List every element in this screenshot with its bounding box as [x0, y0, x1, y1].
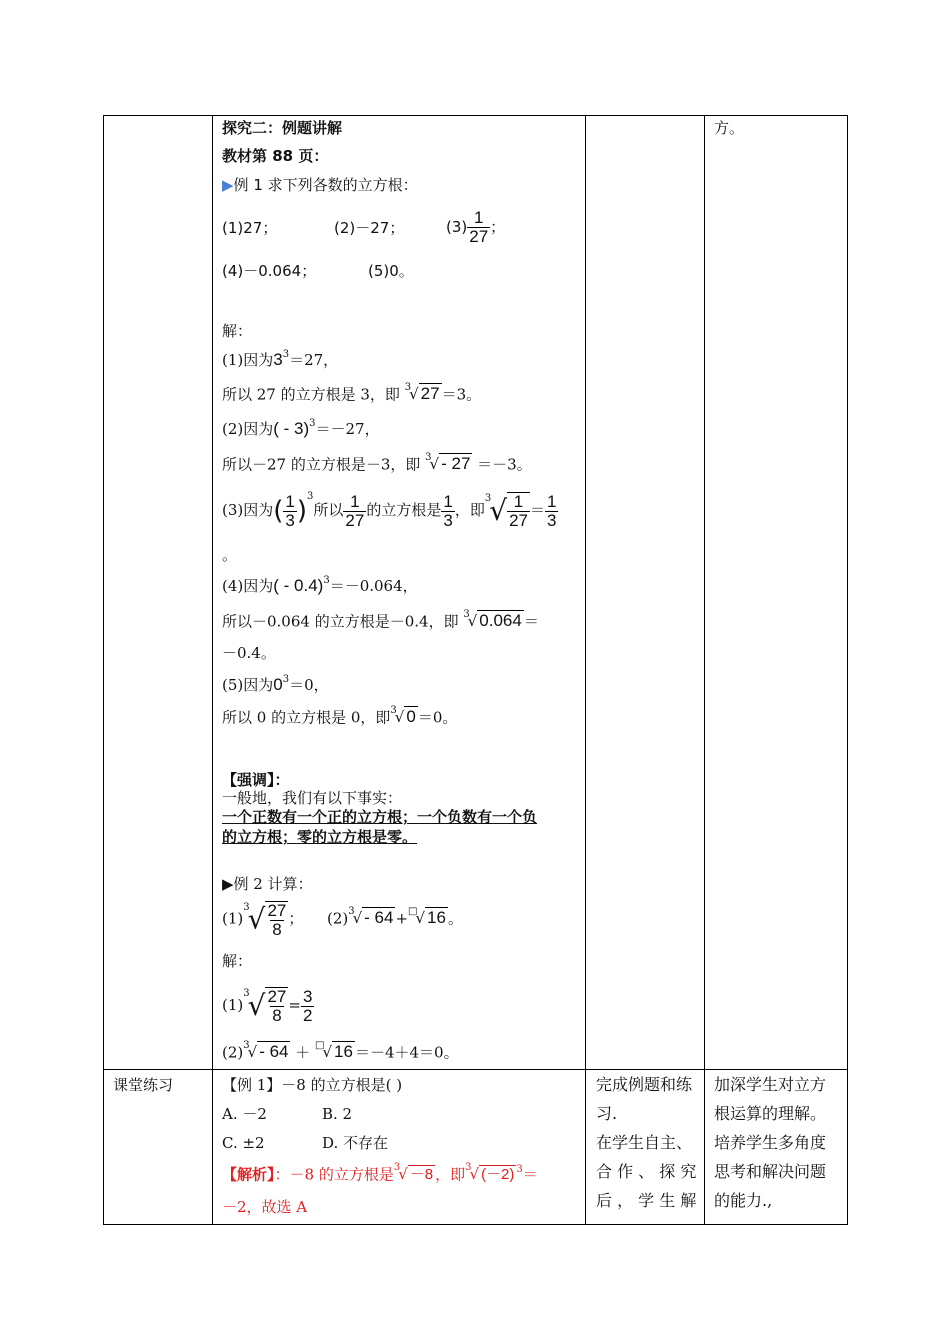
s4a-base: ( - 0.4): [273, 576, 324, 595]
root-index: □: [408, 906, 418, 917]
emphasis-label: 【强调】：: [222, 771, 290, 789]
root-index: 3: [243, 901, 250, 913]
e2q2-suffix: 。: [447, 909, 463, 928]
root-16: □√ 16: [408, 906, 446, 927]
solution-4b: [222, 611, 539, 634]
numerator: 1: [350, 491, 360, 511]
e2q1-prefix: (1): [222, 909, 244, 928]
e2s1-equals: =: [288, 996, 301, 1014]
example2-solution-1: $(1)^3√$ $\frac{27}{8}$ = $\frac{3}{2}$: [222, 986, 313, 1025]
col3-line: 完成例题和练: [596, 1075, 693, 1094]
question-1: (1)27；: [222, 219, 278, 237]
option-c: C. ±2: [222, 1134, 265, 1152]
e2q2-prefix: (2): [326, 909, 349, 928]
radicand: 0.064: [479, 611, 522, 630]
root-index: 3: [393, 1162, 401, 1173]
e2s2-result: ＝－4＋4＝0。: [354, 1043, 459, 1062]
cube-root-neg27: $^3$√ - 27: [425, 452, 471, 473]
row2-col1-label: 课堂练习: [113, 1076, 174, 1094]
s3-mid1: 所以: [313, 501, 344, 519]
s3-text: (3)因为: [222, 501, 274, 519]
numerator: 1: [547, 491, 557, 511]
e2s2-plus: ＋: [290, 1043, 316, 1062]
s2b-result: ＝－3。: [472, 455, 532, 474]
solution-2b: [222, 454, 532, 477]
s3-fraction-1: [283, 493, 296, 530]
root-index: 3: [404, 382, 412, 393]
option-a: A. －2: [222, 1105, 267, 1123]
analysis-line-2: －2，故选 A: [222, 1198, 308, 1216]
radicand: - 64: [259, 1042, 289, 1061]
question-5: (5)0。: [368, 262, 414, 280]
s3-mid3: ，即: [454, 501, 485, 519]
radicand: - 64: [364, 908, 394, 927]
solution2-label: 解：: [222, 952, 253, 970]
q3-suffix: ；: [490, 218, 506, 236]
solution-1b: [222, 384, 481, 407]
col4-line: 培养学生多角度: [714, 1133, 827, 1152]
root-index: 3: [243, 1040, 250, 1051]
radicand: - 27: [441, 454, 471, 473]
practice-question: 【例 1】－8 的立方根是( ): [222, 1076, 403, 1094]
table-top-border: [103, 115, 848, 116]
analysis-mid: ，即: [435, 1165, 466, 1184]
col4-line: 根运算的理解。: [714, 1104, 827, 1123]
s1a-exponent: 3: [282, 349, 290, 360]
cube-root-neg2-cubed: $^3$√ (－2): [465, 1162, 515, 1183]
numerator: 27: [267, 987, 287, 1006]
s5b-result: ＝0。: [417, 708, 458, 727]
solution-3: (3)因为( $\frac{1}{3}$ )$^3$所以 $\frac{1}{27}$ 的立方根是 $\frac{1}{3}$ ，即$^3$√ $\frac{1}{27}$ ＝ $\frac{1}{3}$: [222, 491, 557, 530]
root-index: 3: [390, 705, 397, 716]
s2b-text: 所以－27 的立方根是－3，即: [222, 455, 426, 474]
triangle-marker-icon: ▶: [222, 176, 234, 194]
s1a-result: ＝27，: [289, 351, 339, 369]
option-d: D. 不存在: [322, 1134, 389, 1152]
numerator: 27: [267, 900, 287, 920]
col3-line: 习.: [596, 1104, 618, 1123]
cube-root-neg64: $^3$√ - 64: [348, 906, 394, 927]
s5b-text: 所以 0 的立方根是 0，即: [222, 708, 391, 727]
denominator: 8: [272, 919, 282, 939]
col4-line: 加深学生对立方: [714, 1075, 827, 1094]
table-bottom-border: [103, 1224, 848, 1225]
question-4: (4)－0.064；: [222, 262, 317, 280]
emphasis-text: 一般地，我们有以下事实：: [222, 789, 403, 807]
numerator: 3: [302, 986, 313, 1006]
s2a-exponent: 3: [309, 418, 316, 429]
row-divider: [103, 1069, 848, 1070]
s4a-result: ＝－0.064，: [329, 577, 418, 595]
root-index: 3: [484, 493, 492, 504]
row1-col4-text: 方。: [714, 119, 745, 137]
example1-label: 例 1 求下列各数的立方根：: [233, 176, 418, 194]
analysis-equals: ＝: [522, 1165, 538, 1184]
s5a-text: (5)因为: [222, 676, 274, 694]
solution-label: 解：: [222, 322, 253, 340]
cube-root-0: $^3$√ 0: [390, 705, 416, 726]
s1b-result: ＝3。: [441, 385, 482, 404]
solution-2a: [222, 419, 380, 442]
s2a-text: (2)因为: [222, 420, 274, 438]
e2q2-plus: +: [395, 909, 409, 928]
analysis-line-1: [222, 1164, 538, 1188]
q3-fraction: [467, 209, 490, 246]
root-index: 3: [348, 906, 355, 917]
denominator: 3: [547, 510, 557, 530]
root-index: 3: [463, 609, 470, 620]
q3-denominator: 27: [469, 227, 489, 246]
solution-4a: [222, 576, 418, 599]
emphasis-rule-2: 的立方根；零的立方根是零。: [222, 828, 418, 846]
solution-3-end: 。: [222, 546, 238, 564]
denominator: 3: [443, 510, 453, 530]
s4b-text: 所以－0.064 的立方根是－0.4，即: [222, 612, 464, 631]
root-index: 3: [465, 1162, 472, 1173]
table-right-border: [847, 115, 848, 1225]
analysis-text: ：－8 的立方根是: [274, 1165, 394, 1184]
denominator: 27: [509, 511, 528, 530]
example1-heading: [222, 175, 418, 195]
s3-equals: ＝: [529, 501, 545, 519]
s5a-base: 0: [273, 675, 283, 694]
radicand: 16: [334, 1042, 353, 1061]
analysis-label: 【解析】: [222, 1165, 275, 1184]
q3-prefix: (3): [446, 218, 468, 236]
question-2: (2)－27；: [334, 219, 405, 237]
col4-line: 的能力.,: [714, 1191, 773, 1210]
solution-1a: [222, 350, 338, 373]
s5a-result: ＝0，: [289, 676, 329, 694]
solution-4c: －0.4。: [222, 644, 276, 662]
e2s2-prefix: (2): [222, 1043, 244, 1062]
numerator: 1: [443, 491, 453, 511]
numerator: 1: [285, 491, 295, 511]
s2a-base: ( - 3): [273, 419, 310, 438]
e2s1-fraction: [265, 987, 288, 1025]
col3-line: 合 作 、 探 究: [596, 1162, 697, 1181]
cube-root-27: $^3$√ 27: [404, 382, 440, 403]
textbook-reference: 教材第 88 页：: [222, 147, 329, 165]
e2q1-suffix: ；: [288, 909, 304, 928]
e2s1-prefix: (1): [222, 996, 244, 1014]
radicand: 0: [406, 707, 416, 726]
s1b-text: 所以 27 的立方根是 3，即: [222, 385, 405, 404]
s5a-exponent: 3: [282, 674, 290, 685]
s1a-text: (1)因为: [222, 351, 274, 369]
denominator: 8: [272, 1006, 282, 1025]
option-b: B. 2: [322, 1105, 353, 1123]
question-3: [446, 205, 505, 249]
s3-mid2: 的立方根是: [366, 501, 442, 519]
radicand: 27: [420, 384, 440, 403]
column-divider-2: [585, 115, 586, 1225]
s1a-base: 3: [273, 350, 283, 369]
s2a-result: ＝－27，: [315, 420, 380, 438]
table-left-border: [103, 115, 104, 1225]
example2-solution-2: [222, 1042, 459, 1065]
analysis-exponent: 3: [516, 1163, 523, 1175]
denominator: 27: [345, 510, 365, 530]
radicand: (－2): [481, 1166, 515, 1183]
section-title: 探究二：例题讲解: [222, 119, 343, 137]
denominator: 3: [285, 510, 295, 530]
s3-fraction-3: [441, 493, 454, 530]
s3-fraction-2: [343, 493, 366, 530]
col3-line: 后 ， 学 生 解: [596, 1191, 697, 1210]
e2q1-fraction: [265, 901, 288, 939]
example2-heading: ▶例 2 计算：: [222, 875, 313, 893]
root-index: 3: [425, 452, 432, 463]
example2-questions: $(1)^3√$ $\frac{27}{8}$ ； $(2)^3√ - 64 +^□√$ 16 。: [222, 895, 463, 945]
s4b-equals: ＝: [523, 612, 539, 631]
s3-exponent: 3: [307, 491, 314, 502]
e2s1-result-fraction: [301, 988, 314, 1025]
column-divider-1: [212, 115, 213, 1225]
emphasis-rule-1: 一个正数有一个正的立方根；一个负数有一个负: [222, 808, 538, 826]
numerator: 1: [513, 492, 524, 511]
radicand: －8: [409, 1166, 434, 1183]
col4-line: 思考和解决问题: [714, 1162, 827, 1181]
column-divider-3: [704, 115, 705, 1225]
q3-numerator: 1: [473, 208, 484, 227]
cube-root-neg8: $^3$√ －8: [393, 1162, 434, 1183]
denominator: 2: [302, 1005, 313, 1025]
s4a-text: (4)因为: [222, 577, 274, 595]
cube-root-0064: $^3$√ 0.064: [463, 609, 522, 630]
s4a-exponent: 3: [323, 575, 330, 586]
s3-fraction-5: [545, 493, 558, 530]
col3-line: 在学生自主、: [596, 1133, 693, 1152]
solution-5b: [222, 707, 457, 730]
cube-root-neg64: $^3$√ - 64: [243, 1040, 289, 1061]
s3-fraction-4: [507, 492, 530, 530]
root-16: □√ 16: [315, 1040, 353, 1061]
root-index: 3: [243, 988, 250, 999]
root-index: □: [315, 1040, 325, 1051]
solution-5a: [222, 675, 329, 698]
radicand: 16: [427, 908, 446, 927]
